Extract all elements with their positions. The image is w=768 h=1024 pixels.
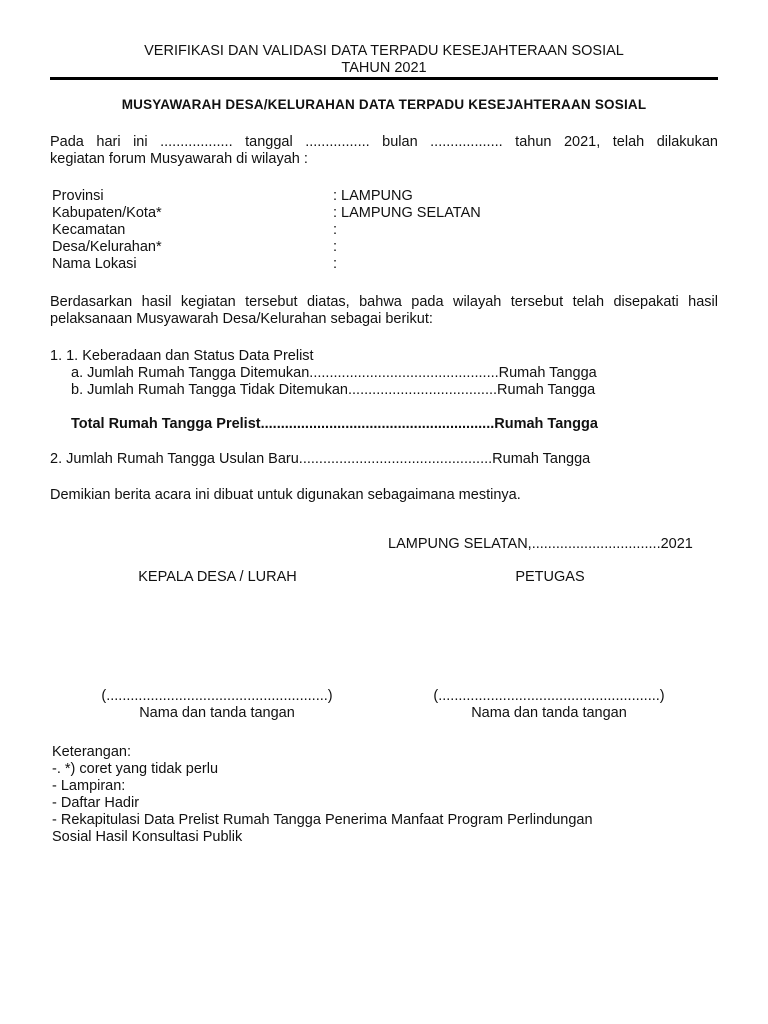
item-1-heading: 1. 1. Keberadaan dan Status Data Prelist (50, 348, 314, 364)
total-prelist: Total Rumah Tangga Prelist..........................................................Rumah Tangga (71, 416, 598, 432)
intro-line-1: Pada hari ini .................. tanggal ................ bulan .................. tahun 2021, telah dilakukan (50, 134, 718, 150)
notes-line: Sosial Hasil Konsultasi Publik (52, 829, 243, 845)
location-label-desa: Desa/Kelurahan* (52, 239, 162, 255)
intro-paragraph (50, 134, 718, 168)
signature-right-caption: Nama dan tanda tangan (471, 705, 627, 721)
item-1a: a. Jumlah Rumah Tangga Ditemukan...............................................Rumah Tangga (71, 365, 597, 381)
basis-line-2: pelaksanaan Musyawarah Desa/Kelurahan sebagai berikut: (50, 311, 433, 327)
location-label-kabupaten: Kabupaten/Kota* (52, 205, 162, 221)
location-value-kecamatan: : (333, 222, 338, 238)
location-label-kecamatan: Kecamatan (52, 222, 126, 238)
basis-line-1: Berdasarkan hasil kegiatan tersebut diatas, bahwa pada wilayah tersebut telah disepakati hasil (50, 294, 718, 310)
place-date: LAMPUNG SELATAN,................................2021 (388, 536, 693, 552)
header-line-2: TAHUN 2021 (341, 60, 427, 76)
signature-left-blank: (.......................................................) (101, 688, 333, 704)
location-value-desa: : (333, 239, 338, 255)
location-label-lokasi: Nama Lokasi (52, 256, 137, 272)
notes-line: - Lampiran: (52, 778, 126, 794)
notes-line: -. *) coret yang tidak perlu (52, 761, 219, 777)
signature-right-title: PETUGAS (515, 569, 585, 585)
document-title: MUSYAWARAH DESA/KELURAHAN DATA TERPADU KESEJAHTERAAN SOSIAL (121, 97, 647, 112)
signature-left-caption: Nama dan tanda tangan (139, 705, 295, 721)
notes-line: - Daftar Hadir (52, 795, 140, 811)
location-value-kabupaten: : LAMPUNG SELATAN (333, 205, 481, 221)
item-1b: b. Jumlah Rumah Tangga Tidak Ditemukan.....................................Rumah Tangga (71, 382, 596, 398)
location-label-provinsi: Provinsi (52, 188, 104, 204)
closing-statement: Demikian berita acara ini dibuat untuk digunakan sebagaimana mestinya. (50, 487, 521, 503)
item-2: 2. Jumlah Rumah Tangga Usulan Baru................................................Rumah Tangga (50, 451, 591, 467)
notes-heading: Keterangan: (52, 744, 132, 760)
location-value-provinsi: : LAMPUNG (333, 188, 413, 204)
basis-paragraph (50, 294, 718, 328)
location-value-lokasi: : (333, 256, 338, 272)
signature-left-title: KEPALA DESA / LURAH (138, 569, 297, 585)
intro-line-2: kegiatan forum Musyawarah di wilayah : (50, 151, 308, 167)
header-divider (50, 77, 718, 80)
header-line-1: VERIFIKASI DAN VALIDASI DATA TERPADU KESEJAHTERAAN SOSIAL (144, 43, 624, 59)
notes-line: - Rekapitulasi Data Prelist Rumah Tangga Penerima Manfaat Program Perlindungan (52, 812, 593, 828)
signature-right-blank: (.......................................................) (433, 688, 665, 704)
